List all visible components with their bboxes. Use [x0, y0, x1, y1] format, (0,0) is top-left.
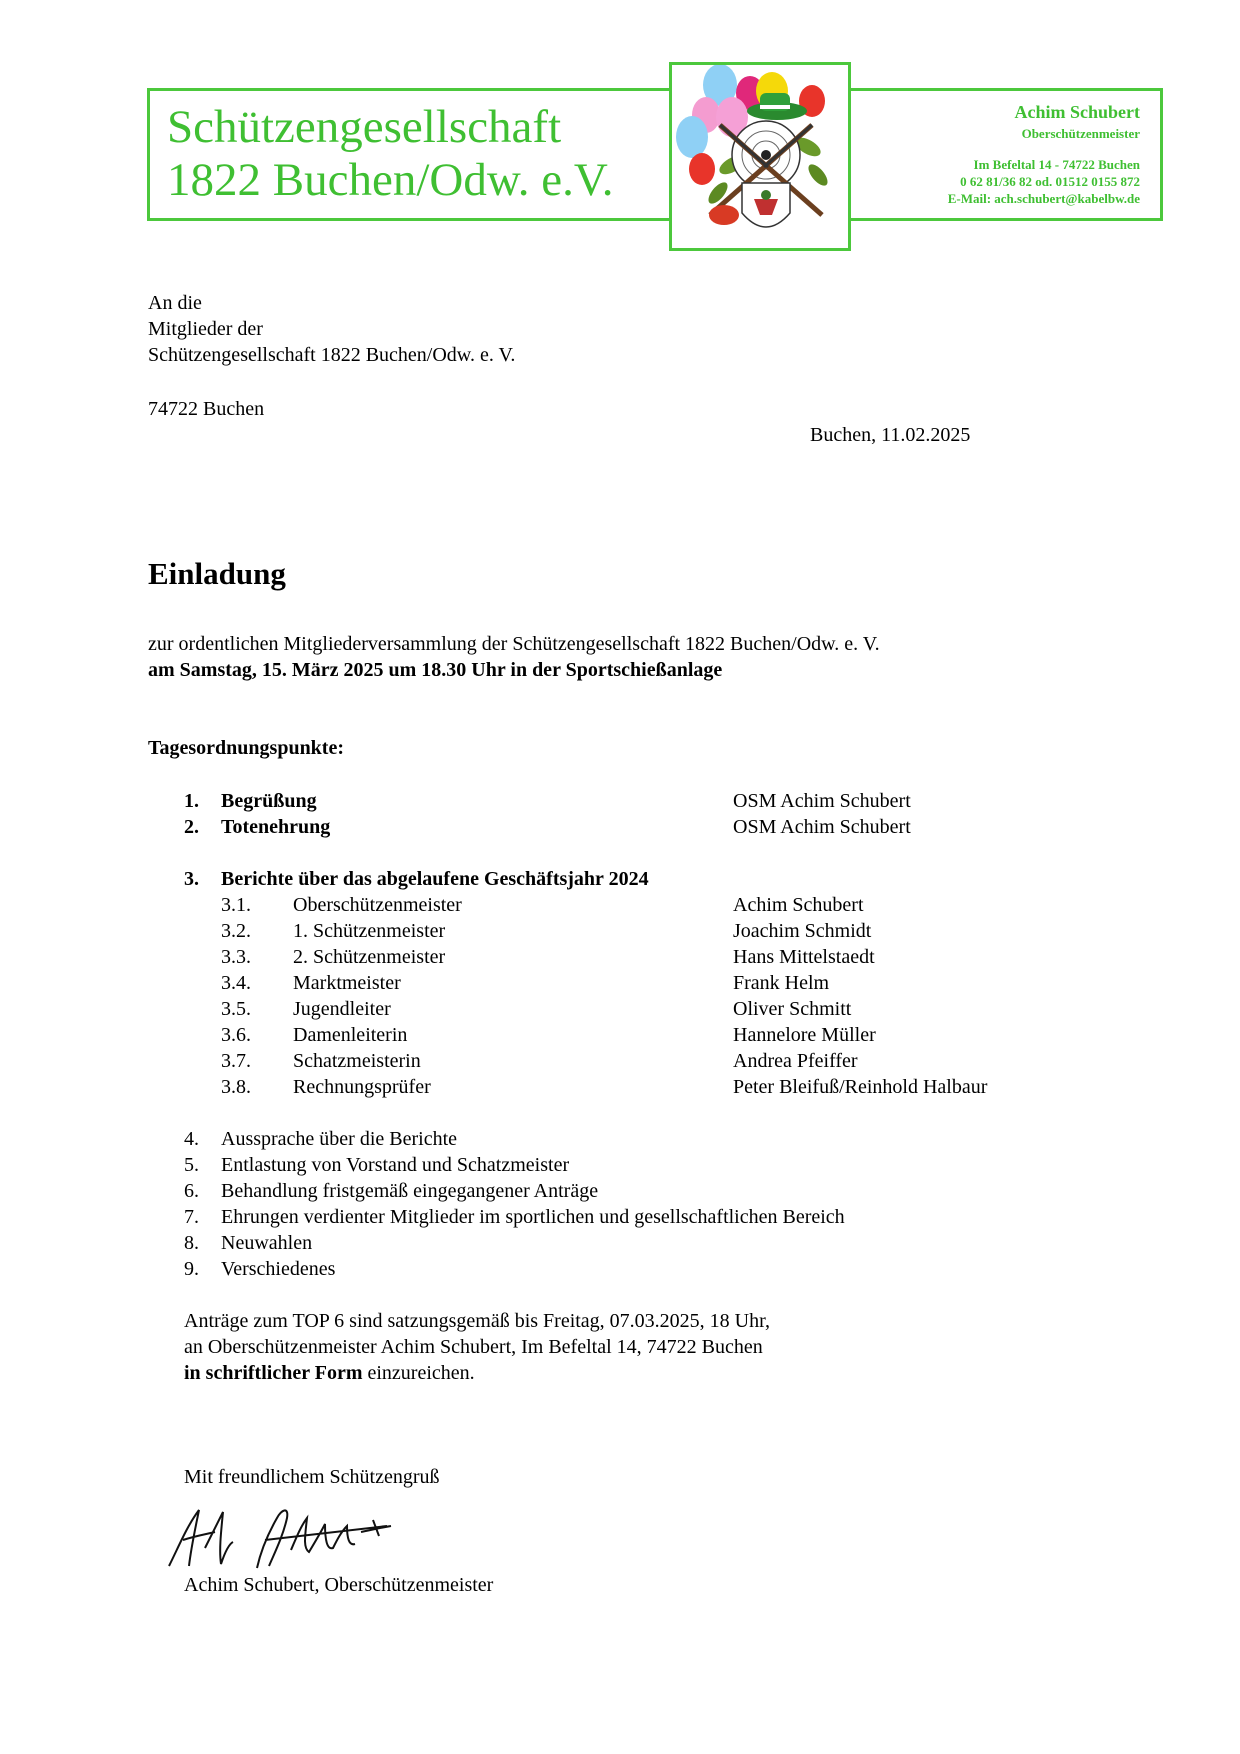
subitem-number: 3.5. — [221, 998, 251, 1020]
intro-line2: am Samstag, 15. März 2025 um 18.30 Uhr in der Sportschießanlage — [148, 659, 723, 681]
recipient-line1: An die — [148, 292, 202, 314]
agenda-item-label: Begrüßung — [221, 790, 317, 812]
subitem-number: 3.6. — [221, 1024, 251, 1046]
subitem-number: 3.3. — [221, 946, 251, 968]
agenda-subitem — [221, 996, 1121, 1022]
subitem-person: Andrea Pfeiffer — [733, 1050, 858, 1072]
subitem-person: Joachim Schmidt — [733, 920, 872, 942]
subitem-number: 3.2. — [221, 920, 251, 942]
agenda-item-number: 3. — [184, 868, 199, 890]
agenda-item-number: 1. — [184, 790, 199, 812]
agenda-item-number: 7. — [184, 1206, 199, 1228]
subitem-number: 3.8. — [221, 1076, 251, 1098]
agenda-item-label: Ehrungen verdienter Mitglieder im sportlichen und gesellschaftlichen Bereich — [221, 1206, 845, 1228]
letter-date: Buchen, 11.02.2025 — [810, 424, 971, 446]
agenda-item-number: 5. — [184, 1154, 199, 1176]
agenda-item-number: 4. — [184, 1128, 199, 1150]
club-emblem — [669, 62, 851, 251]
subitem-label: Marktmeister — [293, 972, 401, 994]
subitem-person: Peter Bleifuß/Reinhold Halbaur — [733, 1076, 988, 1098]
subitem-label: Schatzmeisterin — [293, 1050, 421, 1072]
agenda-item — [184, 788, 1084, 814]
contact-name: Achim Schubert — [1014, 102, 1140, 122]
agenda-subitem — [221, 1022, 1121, 1048]
intro-line1: zur ordentlichen Mitgliederversammlung der Schützengesellschaft 1822 Buchen/Odw. e. V. — [148, 633, 880, 655]
notice-emphasis: in schriftlicher Form — [184, 1362, 363, 1384]
agenda-item-label: Berichte über das abgelaufene Geschäftsjahr 2024 — [221, 868, 649, 890]
agenda-item-person: OSM Achim Schubert — [733, 816, 911, 838]
subitem-number: 3.4. — [221, 972, 251, 994]
agenda-item-label: Verschiedenes — [221, 1258, 336, 1280]
closing-greeting: Mit freundlichem Schützengruß — [184, 1466, 440, 1488]
agenda-title: Tagesordnungspunkte: — [148, 737, 345, 759]
subitem-person: Hans Mittelstaedt — [733, 946, 875, 968]
agenda-item — [184, 1256, 1084, 1282]
agenda-item — [184, 1126, 1084, 1152]
contact-phone: 0 62 81/36 82 od. 01512 0155 872 — [960, 174, 1140, 189]
agenda-item-label: Behandlung fristgemäß eingegangener Anträge — [221, 1180, 599, 1202]
letterhead-name-box — [147, 88, 673, 221]
agenda-item — [184, 814, 1084, 840]
agenda-subitem — [221, 970, 1121, 996]
agenda-item-number: 8. — [184, 1232, 199, 1254]
agenda-item-number: 9. — [184, 1258, 199, 1280]
agenda-item — [184, 1178, 1084, 1204]
subitem-person: Oliver Schmitt — [733, 998, 852, 1020]
recipient-line3: Schützengesellschaft 1822 Buchen/Odw. e. V. — [148, 344, 516, 366]
notice-line2: an Oberschützenmeister Achim Schubert, Im Befeltal 14, 74722 Buchen — [184, 1336, 763, 1358]
agenda-item-person: OSM Achim Schubert — [733, 790, 911, 812]
letterhead-contact-box — [847, 88, 1163, 221]
recipient-line2: Mitglieder der — [148, 318, 263, 340]
subitem-person: Hannelore Müller — [733, 1024, 876, 1046]
agenda-item-number: 6. — [184, 1180, 199, 1202]
subitem-label: Oberschützenmeister — [293, 894, 462, 916]
notice-line3 — [184, 1360, 475, 1386]
recipient-city: 74722 Buchen — [148, 398, 265, 420]
notice-line3-rest: einzureichen. — [362, 1362, 475, 1384]
agenda-item — [184, 1230, 1084, 1256]
handwritten-signature — [165, 1496, 405, 1576]
agenda-subitem — [221, 944, 1121, 970]
letter-heading: Einladung — [148, 556, 286, 591]
contact-address: Im Befeltal 14 - 74722 Buchen — [973, 157, 1140, 172]
agenda-item — [184, 1204, 1084, 1230]
signer-name: Achim Schubert, Oberschützenmeister — [184, 1574, 494, 1596]
agenda-subitem — [221, 918, 1121, 944]
org-name-line2: 1822 Buchen/Odw. e.V. — [167, 154, 614, 206]
agenda-subitem — [221, 892, 1121, 918]
agenda-subitem — [221, 1048, 1121, 1074]
agenda-item-label: Totenehrung — [221, 816, 331, 838]
agenda-item-number: 2. — [184, 816, 199, 838]
subitem-label: Damenleiterin — [293, 1024, 408, 1046]
subitem-person: Frank Helm — [733, 972, 830, 994]
subitem-label: 2. Schützenmeister — [293, 946, 446, 968]
subitem-number: 3.1. — [221, 894, 251, 916]
subitem-label: Jugendleiter — [293, 998, 391, 1020]
subitem-label: Rechnungsprüfer — [293, 1076, 431, 1098]
contact-email: E-Mail: ach.schubert@kabelbw.de — [947, 191, 1140, 206]
subitem-number: 3.7. — [221, 1050, 251, 1072]
agenda-item-label: Aussprache über die Berichte — [221, 1128, 458, 1150]
club-emblem-icon — [672, 65, 848, 248]
agenda-item — [184, 1152, 1084, 1178]
agenda-item-label: Entlastung von Vorstand und Schatzmeister — [221, 1154, 570, 1176]
agenda-item — [184, 866, 1084, 892]
subitem-label: 1. Schützenmeister — [293, 920, 446, 942]
contact-title: Oberschützenmeister — [1021, 126, 1140, 141]
agenda-subitem — [221, 1074, 1121, 1100]
agenda-item-label: Neuwahlen — [221, 1232, 313, 1254]
org-name-line1: Schützengesellschaft — [167, 101, 562, 153]
notice-line1: Anträge zum TOP 6 sind satzungsgemäß bis Freitag, 07.03.2025, 18 Uhr, — [184, 1310, 770, 1332]
subitem-person: Achim Schubert — [733, 894, 864, 916]
